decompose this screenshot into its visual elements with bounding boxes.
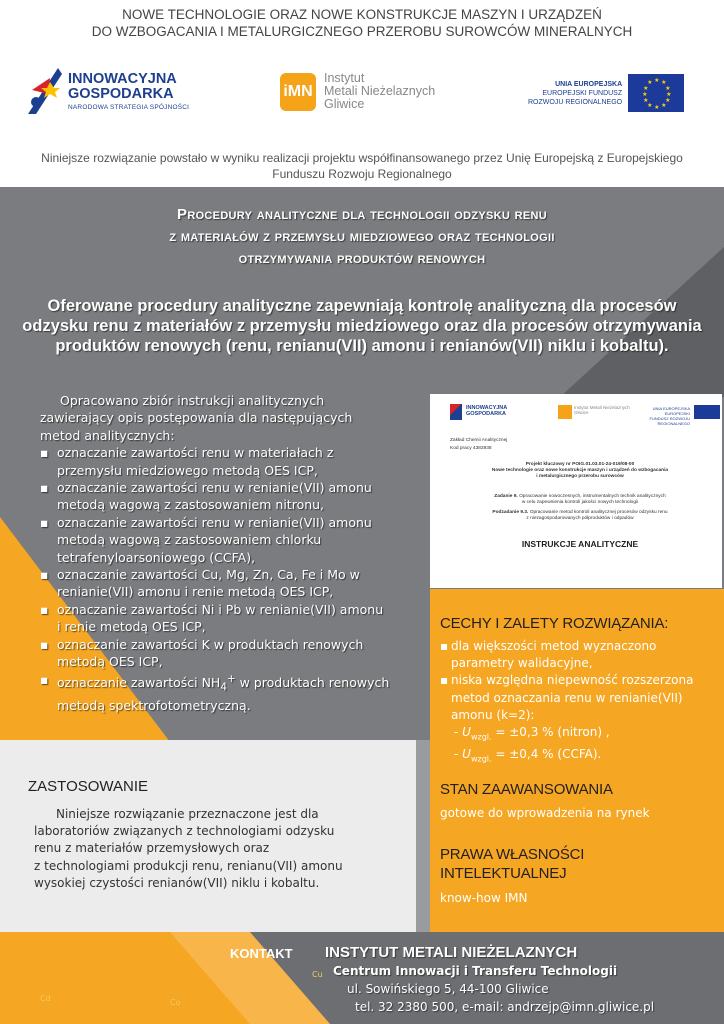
doc-imn-text: Instytut Metali Nieżelaznych Gliwice [574, 405, 630, 415]
feature-item [440, 638, 720, 672]
element-label-cu: Cu [312, 970, 323, 979]
cofinance-line1: Niniejsze rozwiązanie powstało w wyniku realizacji projektu współfinansowanego przez Unię Europejską z Europejskiego [41, 151, 683, 165]
eu-line1: UNIA EUROPEJSKA [555, 80, 623, 88]
features-list [440, 638, 720, 724]
document-thumbnail [430, 394, 722, 588]
method-item-nh4 [40, 671, 390, 714]
nh4-sup: + [226, 672, 236, 685]
application-line5: wysokiej czystości renianów(VII) niklu i kobaltu. [34, 875, 320, 890]
feature-2-line2: metod oznaczania renu w renianie(VII) [451, 690, 683, 705]
application-line1 [34, 806, 386, 823]
offer-line1: Oferowane procedury analityczne zapewniają kontrolę analityczną dla procesów [47, 297, 677, 315]
imn-logo [280, 72, 435, 111]
cofinance-note [0, 150, 724, 182]
doc-subtask-1: Opracowanie metod kontroli analitycznej procesów odzysku renu [529, 510, 668, 515]
nh4-suffix: w produktach renowych metodą spektrofotometryczną. [57, 674, 390, 713]
feature-2-line3: amonu (k=2): [451, 707, 535, 722]
procedure-title-line2: z materiałów z przemysłu miedziowego oraz technologii [169, 228, 555, 245]
status-heading: STAN ZAAWANSOWANIA [440, 781, 613, 798]
status-text: gotowe do wprowadzenia na rynek [440, 806, 650, 820]
feature-1-line1: ▪ dla większości metod wyznaczono [451, 639, 657, 653]
application-text [34, 806, 386, 892]
doc-subtask-2: z niezagospodarowanych półproduktów i odpadów [526, 516, 634, 521]
doc-imn-icon [558, 405, 572, 419]
procedure-title [40, 204, 684, 270]
element-label-cd: Cd [40, 994, 51, 1003]
application-line2: laboratoriów związanych z technologiami odzysku [34, 824, 335, 839]
offer-line2: odzysku renu z materiałów z przemysłu miedziowego oraz dla procesów otrzymywania [22, 317, 702, 335]
status-section [440, 780, 720, 822]
eu-logo [528, 74, 684, 112]
doc-project: Projekt kluczowy nr POIG.01.03.01-24-019/08-00 [525, 462, 635, 467]
doc-task-label: Zadanie 9. [494, 494, 518, 499]
features-section [440, 614, 720, 767]
uncertainty-nitron [440, 724, 720, 746]
offer-line3: produktów renowych (renu, renianu(VII) amonu i renianów(VII) niklu i kobaltu). [55, 337, 669, 355]
feature-2-line1: ▪ niska względna niepewność rozszerzona [451, 673, 694, 688]
u2-prefix: - [454, 746, 463, 761]
procedure-title-line1: Procedury analityczne dla technologii odzysku renu [177, 206, 547, 223]
doc-eu-flag-icon [694, 405, 720, 419]
u1-value: = ±0,3 % (nitron) , [491, 725, 610, 740]
method-item: ▪ oznaczanie zawartości renu w renianie(VII) amonu metodą wagową z zastosowaniem chlorku tetrafenyloarsoniowego (CCFA), [40, 514, 390, 566]
doc-code: Kod pracy 4383938 [450, 446, 492, 451]
method-item: ▪ oznaczanie zawartości renu w materiałach z przemysłu miedziowego metodą OES ICP, [40, 444, 390, 479]
doc-ig-text: INNOWACYJNA GOSPODARKA [466, 405, 508, 417]
method-item: ▪ oznaczanie zawartości K w produktach renowych metodą OES ICP, [40, 636, 390, 671]
u2-symbol: U [462, 746, 471, 761]
method-item: ▪ oznaczanie zawartości Ni i Pb w renianie(VII) amonu i renie metodą OES ICP, [40, 601, 390, 636]
eu-line2: EUROPEJSKI FUNDUSZ [542, 89, 623, 97]
cofinance-line2: Funduszu Rozwoju Regionalnego [272, 167, 452, 181]
contact-address: ul. Sowińskiego 5, 44-100 Gliwice [347, 982, 549, 996]
imn-line3: Gliwice [324, 97, 365, 111]
contact-center: Centrum Innowacji i Transferu Technologii [333, 964, 618, 978]
ig-line2: GOSPODARKA [68, 85, 174, 102]
application-line4: z technologiami produkcji renu, renianu(VII) amonu [34, 858, 343, 873]
header-title [0, 6, 724, 40]
feature-1-line2: parametry walidacyjne, [451, 656, 593, 671]
doc-task-2: w celu zapewnienia kontroli jakości nowych technologii [521, 500, 639, 505]
contact-phone-email[interactable]: tel. 32 2380 500, e-mail: andrzejp@imn.gliwice.pl [355, 1000, 655, 1014]
doc-dept: Zakład Chemii Analitycznej [450, 438, 508, 443]
method-item: ▪ oznaczanie zawartości Cu, Mg, Zn, Ca, Fe i Mo w renianie(VII) amonu i renie metodą OES ICP, [40, 566, 390, 601]
header-title-line2: DO WZBOGACANIA I METALURGICZNEGO PRZEROBU SUROWCÓW MINERALNYCH [91, 24, 633, 39]
ip-text: know-how IMN [440, 891, 528, 905]
methods-intro: Opracowano zbiór instrukcji analitycznych zawierający opis postępowania dla następujących metod analitycznych: [40, 393, 353, 443]
contact-org: INSTYTUT METALI NIEŻELAZNYCH [325, 944, 578, 961]
offer-text [4, 296, 720, 356]
application-heading: ZASTOSOWANIE [28, 778, 149, 795]
method-item: ▪ oznaczanie zawartości renu w renianie(VII) amonu metodą wagową z zastosowaniem nitronu, [40, 479, 390, 514]
methods-section [40, 392, 390, 714]
u1-prefix: - [454, 725, 463, 740]
u2-value: = ±0,4 % (CCFA). [491, 746, 602, 761]
doc-project-title-1: Nowe technologie oraz nowe konstrukcje maszyn i urządzeń do wzbogacania [491, 468, 669, 473]
ip-section [440, 845, 720, 907]
doc-subtask-label: Podzadanie 9.3. [492, 510, 529, 515]
application-line1-text: Niniejsze rozwiązanie przeznaczone jest dla [56, 807, 319, 821]
doc-task-1: Opracowanie nowoczesnych, instrumentalnych technik analitycznych [519, 494, 666, 499]
u1-sub: wzgl. [470, 732, 492, 742]
application-line3: renu z materiałów przemysłowych oraz [34, 841, 270, 856]
element-label-co: Co [170, 998, 181, 1007]
doc-eu-text: UNIA EUROPEJSKA EUROPEJSKI FUNDUSZ ROZWOJU REGIONALNEGO [649, 406, 690, 426]
feature-item [440, 672, 720, 724]
header-title-line1: NOWE TECHNOLOGIE ORAZ NOWE KONSTRUKCJE MASZYN I URZĄDZEŃ [122, 7, 602, 22]
nh4-prefix: oznaczanie zawartości NH [57, 674, 221, 690]
nh4-sub: 4 [220, 681, 227, 694]
procedure-title-line3: otrzymywania produktów renowych [238, 250, 486, 267]
u2-sub: wzgl. [470, 754, 492, 763]
innowacyjna-gospodarka-logo [28, 68, 189, 114]
uncertainty-ccfa [440, 746, 720, 768]
imn-mark-icon: iMN [280, 73, 316, 111]
ip-heading-line2: INTELEKTUALNEJ [440, 865, 567, 882]
ig-line3: NARODOWA STRATEGIA SPÓJNOŚCI [68, 103, 190, 111]
doc-project-title-2: i metalurgicznego przerobu surowców [536, 474, 624, 479]
ip-heading-line1: PRAWA WŁASNOŚCI [440, 846, 585, 863]
doc-ig-icon [450, 404, 462, 420]
features-heading: CECHY I ZALETY ROZWIĄZANIA: [440, 615, 669, 632]
u1-symbol: U [462, 725, 471, 740]
ig-line1: INNOWACYJNA [68, 70, 177, 87]
doc-heading: INSTRUKCJE ANALITYCZNE [521, 539, 639, 549]
eu-line3: ROZWOJU REGIONALNEGO [528, 98, 623, 106]
imn-line2: Metali Nieżelaznych [324, 84, 436, 98]
eu-flag-icon: ★ ★ ★ ★ ★ ★ ★ ★ ★ ★ ★ ★ [628, 74, 684, 112]
document-logos [446, 404, 708, 426]
imn-line1: Instytut [324, 71, 365, 85]
innowacyjna-gospodarka-icon [28, 68, 62, 114]
methods-list [40, 444, 390, 714]
contact-label: KONTAKT [230, 946, 293, 961]
